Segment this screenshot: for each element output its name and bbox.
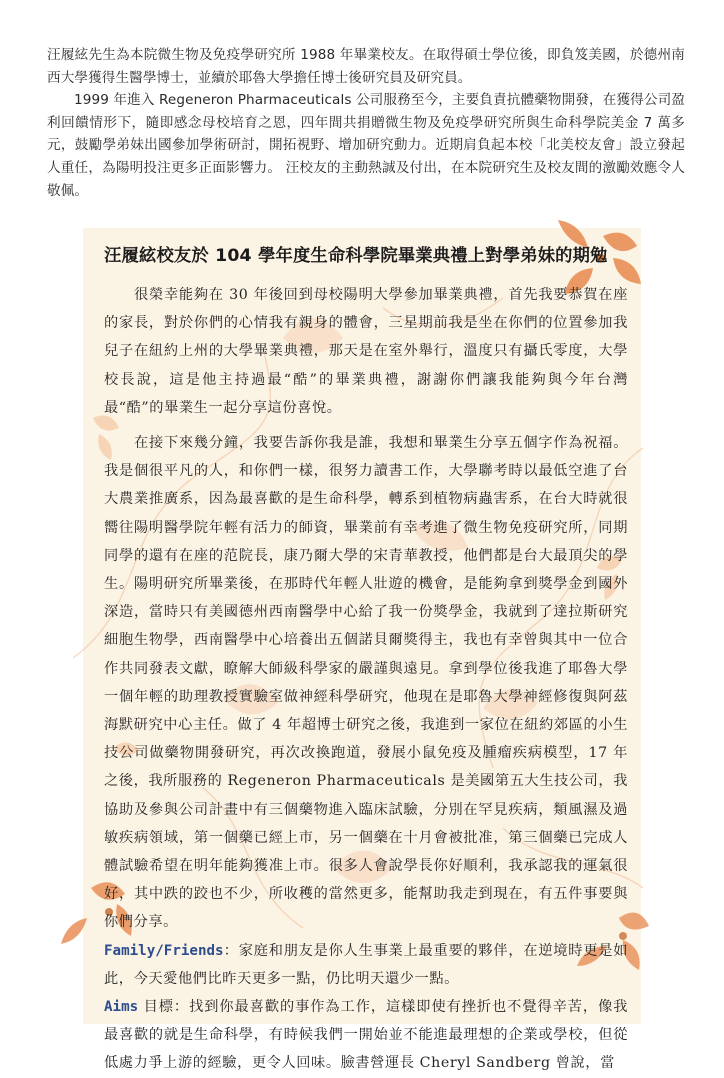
speech-content	[104, 241, 628, 1078]
item-keyword: Aims	[104, 999, 139, 1016]
intro-paragraph-1: 汪履絃先生為本院微生物及免疫學研究所 1988 年畢業校友。在取得碩士學位後，即負笈美國，於德州南西大學獲得生醫學博士，並續於耶魯大學擔任博士後研究員及研究員。	[47, 47, 685, 86]
item-keyword: Family/Friends	[104, 942, 224, 959]
speech-item-aims	[104, 993, 628, 1078]
speech-paragraph-1: 很榮幸能夠在 30 年後回到母校陽明大學參加畢業典禮，首先我要恭賀在座的家長，對於你們的心情我有親身的體會，三星期前我是坐在你們的位置參加我兒子在紐約上州的大學畢業典禮，那天是在室外舉行，溫度只有攝氏零度，大學校長說，這是他主持過最“酷”的畢業典禮，謝謝你們讓我能夠與今年台灣最“酷”的畢業生一起分享這份喜悅。	[104, 287, 628, 416]
item-text: 目標：找到你最喜歡的事作為工作，這樣即使有挫折也不覺得辛苦，像我最喜歡的就是生命科學，有時候我們一開始並不能進最理想的企業或學校，但從低處力爭上游的經驗，更令人回味。臉書營運長 Cheryl Sandberg 曾說，當	[104, 999, 628, 1072]
item-text: ：家庭和朋友是你人生事業上最重要的夥伴，在逆境時更是如此，今天愛他們比昨天更多一點，仍比明天還少一點。	[104, 942, 628, 987]
intro-section	[47, 44, 685, 202]
speech-panel	[83, 228, 641, 1072]
speech-item-family-friends	[104, 937, 628, 993]
speech-title: 汪履絃校友於 104 學年度生命科學院畢業典禮上對學弟妹的期勉	[104, 246, 608, 266]
intro-paragraph-2: 1999 年進入 Regeneron Pharmaceuticals 公司服務至今，主要負責抗體藥物開發，在獲得公司盈利回饋情形下，隨即感念母校培育之恩，四年間共捐贈微生物及免疫學研究所與生命科學院美金 7 萬多元，鼓勵學弟妹出國參加學術研討，開拓視野、增加研究動力。近期肩負起本校「北美校友會」設立發起人重任，為陽明投注更多正面影響力。 汪校友的主動熱誠及付出，在本院研究生及校友間的激勵效應令人敬佩。	[47, 92, 685, 199]
speech-paragraph-2: 在接下來幾分鐘，我要告訴你我是誰，我想和畢業生分享五個字作為祝福。我是個很平凡的人，和你們一樣，很努力讀書工作，大學聯考時以最低空進了台大農業推廣系，因為最喜歡的是生命科學，轉系到植物病蟲害系，在台大時就很嚮往陽明醫學院年輕有活力的師資，畢業前有幸考進了微生物免疫研究所，同期同學的還有在座的范院長，康乃爾大學的宋青華教授，他們都是台大最頂尖的學生。陽明研究所畢業後，在那時代年輕人壯遊的機會，是能夠拿到獎學金到國外深造，當時只有美國德州西南醫學中心給了我一份獎學金，我就到了達拉斯研究細胞生物學，西南醫學中心培養出五個諾貝爾獎得主，我也有幸曾與其中一位合作共同發表文獻，瞭解大師級科學家的嚴謹與遠見。拿到學位後我進了耶魯大學一個年輕的助理教授實驗室做神經科學研究，他現在是耶魯大學神經修復與阿茲海默研究中心主任。做了 4 年超博士研究之後，我進到一家位在紐約郊區的小生技公司做藥物開發研究，再次改換跑道，發展小鼠免疫及腫瘤疾病模型，17 年之後，我所服務的 Regeneron Pharmaceuticals 是美國第五大生技公司，我協助及參與公司計畫中有三個藥物進入臨床試驗，分別在罕見疾病，類風濕及過敏疾病領域，第一個藥已經上市，另一個藥在十月會被批准，第三個藥已完成人體試驗希望在明年能夠獲准上市。很多人會說學長你好順利，我承認我的運氣很好，其中跌的跤也不少，所收穫的當然更多，能幫助我走到現在，有五件事要與你們分享。	[104, 435, 628, 931]
